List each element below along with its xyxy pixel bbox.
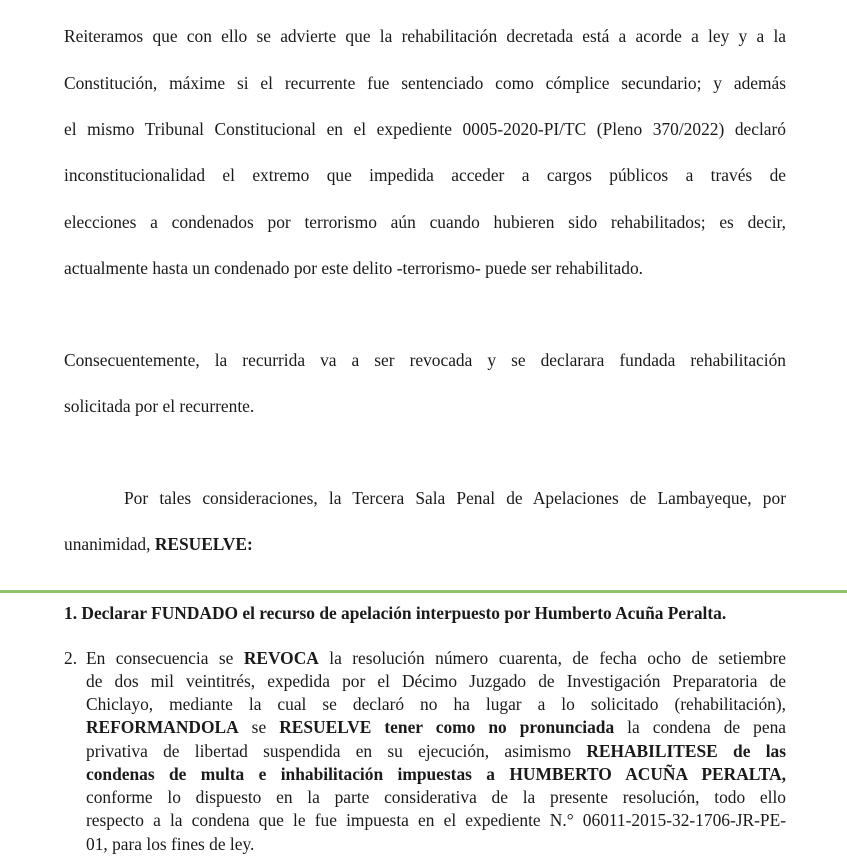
text-fragment-bold: REFORMANDOLA: [86, 717, 239, 738]
text-fragment-bold: tener como no pronunciada: [371, 717, 615, 738]
text-line: [86, 716, 786, 739]
text-line: [86, 647, 786, 670]
text-fragment: la resolución número cuarenta, de fecha ocho de setiembre: [318, 647, 786, 668]
text-line: Reiteramos que con ello se advierte que la rehabilitación decretada está a acorde a ley y a la: [64, 26, 786, 47]
text-line: 01, para los fines de ley.: [86, 833, 255, 854]
paragraph-resolves: [64, 464, 786, 580]
text-line: actualmente hasta un condenado por este delito -terrorismo- puede ser rehabilitado.: [64, 258, 643, 279]
text-line: Chiclayo, mediante la cual se declaró no ha lugar a lo solicitado (rehabilitación),: [86, 694, 786, 715]
text-fragment: la condena de pena: [614, 717, 787, 738]
item-number: 2.: [64, 647, 78, 668]
text-line: solicitada por el recurrente.: [64, 396, 255, 417]
text-fragment: se: [238, 717, 280, 738]
text-line: respecto a la condena que le fue impuesta en el expediente N.° 06011-2015-32-1706-JR-PE-: [86, 810, 786, 831]
paragraph-consequence: [64, 326, 786, 442]
text-fragment: privativa de libertad suspendida en su ejecución, asimismo: [86, 740, 587, 761]
text-fragment-bold: RESUELVE: [279, 717, 372, 738]
text-line: inconstitucionalidad el extremo que impedida acceder a cargos públicos a través de: [64, 165, 786, 186]
document-page: [64, 2, 786, 856]
text-fragment-bold: REVOCA: [243, 647, 319, 668]
resuelve-heading: RESUELVE:: [154, 534, 253, 555]
text-line: Constitución, máxime si el recurrente fue sentenciado como cómplice secundario; y además: [64, 72, 786, 93]
text-line: condenas de multa e inhabilitación impuestas a HUMBERTO ACUÑA PERALTA,: [86, 763, 786, 784]
item-body: [86, 647, 786, 856]
resolution-item-1: 1. Declarar FUNDADO el recurso de apelación interpuesto por Humberto Acuña Peralta.: [64, 602, 727, 623]
text-line: de dos mil veintitrés, expedida por el Décimo Juzgado de Investigación Preparatoria de: [86, 671, 786, 692]
paragraph-reasoning: [64, 2, 786, 304]
text-fragment: En consecuencia se: [86, 647, 244, 668]
text-line: Por tales consideraciones, la Tercera Sala Penal de Apelaciones de Lambayeque, por: [124, 487, 786, 508]
text-line: conforme lo dispuesto en la parte considerativa de la presente resolución, todo ello: [86, 787, 786, 808]
text-line: Consecuentemente, la recurrida va a ser revocada y se declarara fundada rehabilitación: [64, 349, 786, 370]
text-line: [64, 533, 786, 556]
text-line: elecciones a condenados por terrorismo aún cuando hubieren sido rehabilitados; es decir,: [64, 211, 786, 232]
text-fragment-bold: REHABILITESE de las: [586, 740, 786, 761]
text-line: el mismo Tribunal Constitucional en el expediente 0005-2020-PI/TC (Pleno 370/2022) declaró: [64, 119, 786, 140]
text-fragment: unanimidad,: [64, 534, 155, 555]
text-line: [86, 740, 786, 763]
resolution-item-2: [64, 647, 786, 856]
